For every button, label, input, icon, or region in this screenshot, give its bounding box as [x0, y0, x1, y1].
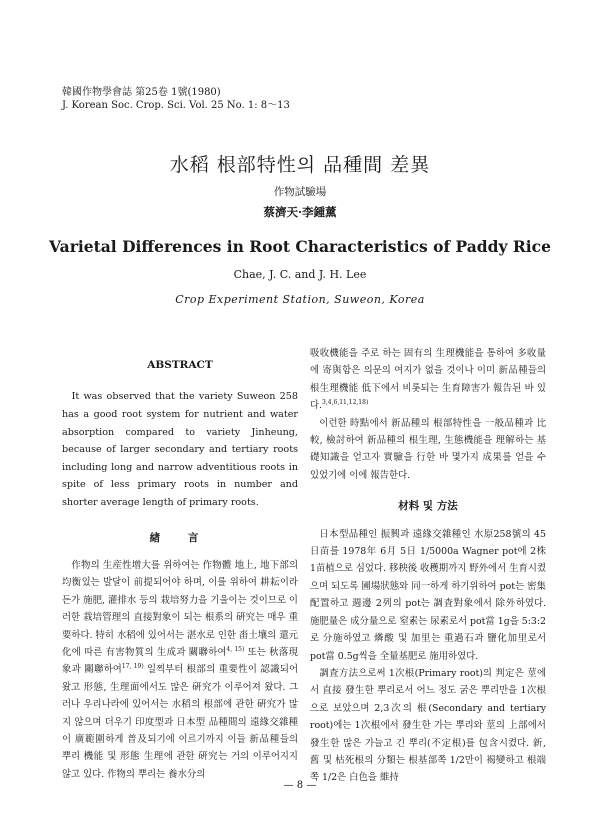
institution-korean: 作物試驗場 — [273, 186, 327, 198]
abstract-heading: ABSTRACT — [147, 359, 213, 371]
intro-ref-3: 3,4,6,11,12,18) — [322, 399, 369, 407]
intro-text-a: 作物의 生産性增大를 위하여는 作物體 地上, 地下部의 均衡있는 발달이 前提되어야 하며, 이를 위하여 耕耘이라든가 施肥, 灌排水 등의 栽培努力을 기울이는 것이므로 이러한 栽培管理의 直接對象이 되는 根系의 硏究는 매우 重要하다. 特히 水稻에 있어서는 湛水로 인한 畓土壤의 還元化에 따른 有害物質의 生成과 關聯하여 — [62, 559, 298, 658]
title-korean: 水稻 根部特性의 品種間 差異 — [169, 154, 431, 176]
journal-line-english: J. Korean Soc. Crop. Sci. Vol. 25 No. 1: 8～13 — [62, 100, 290, 111]
intro-ref-2: 17, 19) — [121, 663, 144, 671]
methods-heading: 材料 및 方法 — [398, 500, 458, 513]
intro-continued — [310, 345, 546, 484]
journal-citation — [62, 86, 290, 112]
intro-text-c: 일찍부터 根部의 重要性이 認識되어 왔고 形態, 生理面에서도 많은 硏究가 이루어져 왔다. 그러나 우리나라에 있어서는 水稻의 根部에 관한 硏究가 많지 않으며 더우기 印度型과 日本型 品種間의 遠緣交雜種이 廣範圍하게 普及되기에 이르기까지 이들 新品種들의 뿌리 機能 및 形態 生理에 관한 硏究는 거의 이루어지지 않고 있다. 作物의 뿌리는 養水分의 — [62, 664, 299, 780]
authors-english: Chae, J. C. and J. H. Lee — [233, 268, 367, 281]
abstract-text: It was observed that the variety Suweon 258 has a good root system for nutrient and water absorption compared to variety Jinheung, because of larger secondary and tertiary roots including long and narrow adventitious roots in spite of less primary roots in number and shorter average length of primary roots. — [62, 391, 298, 508]
intro-body — [62, 557, 298, 783]
journal-line-korean: 韓國作物學會誌 第25卷 1號(1980) — [62, 87, 221, 98]
page-number: — 8 — — [283, 780, 317, 791]
intro-ref-1: 4, 15) — [226, 645, 245, 653]
intro-paragraph-final: 이런한 時點에서 新品種의 根部特性을 一般品種과 比較, 檢討하여 新品種의 根生理, 生態機能을 理解하는 基礎知識을 얻고자 實驗을 行한 바 몇가지 成果를 얻을 수 있었기에 이에 報告한다. — [310, 417, 546, 481]
authors-korean: 蔡濟天·李鍾薰 — [263, 205, 337, 219]
methods-paragraph-2: 調査方法으로써 1次根(Primary root)의 判定은 莖에서 直接 發生한 뿌리로서 어느 정도 굵은 뿌리만을 1次根으로 보았으며 2,3次의 根(Secondary and tertiary root)에는 1次根에서 發生한 가는 뿌리와 莖의 上部에서 發生한 많은 가늘고 긴 뿌리(不定根)를 包含시켰다. 新, 舊 및 枯死根의 分類는 根基部쪽 1/2만이 褐變하고 根端쪽 1/2은 白色을 維持 — [310, 667, 546, 784]
institution-english: Crop Experiment Station, Suweon, Korea — [175, 293, 425, 306]
right-column — [310, 345, 546, 787]
intro-paragraph — [62, 557, 298, 783]
abstract-body — [62, 388, 298, 511]
methods-paragraph-1: 日本型品種인 振興과 遠緣交雜種인 水原258號의 45日苗를 1978年 6月 5日 1/5000a Wagner pot에 2株 1苗植으로 심었다. 移秧後 收穫期까지 野外에서 生育시켰으며 되도록 圃場狀態와 同一하게 하기위하여 pot는 密集配置하고 週邊 2列의 pot는 調査對象에서 除外하였다. 施肥量은 成分量으로 窒素는 尿素로서 pot當 1g을 5:3:2로 分施하였고 燐酸 및 加里는 重過石과 鹽化加里로서 pot當 0.5g씩을 全量基肥로 施用하였다. — [310, 528, 546, 662]
title-english: Varietal Differences in Root Characteristics of Paddy Rice — [49, 237, 551, 256]
intro-text-d: 吸收機能을 주로 하는 固有의 生理機能을 통하여 多收量에 寄與함은 의문의 여지가 없을 것이나 이미 新品種들의 根生理機能 低下에서 비롯되는 生育障害가 報告된 바 있다. — [310, 348, 546, 412]
left-column — [62, 345, 298, 783]
intro-heading: 緖 言 — [149, 531, 211, 544]
intro-text-b: 또는 秋落現象과 關聯하여 — [62, 647, 298, 676]
intro-paragraph-cont — [310, 345, 546, 415]
methods-body — [310, 526, 546, 787]
